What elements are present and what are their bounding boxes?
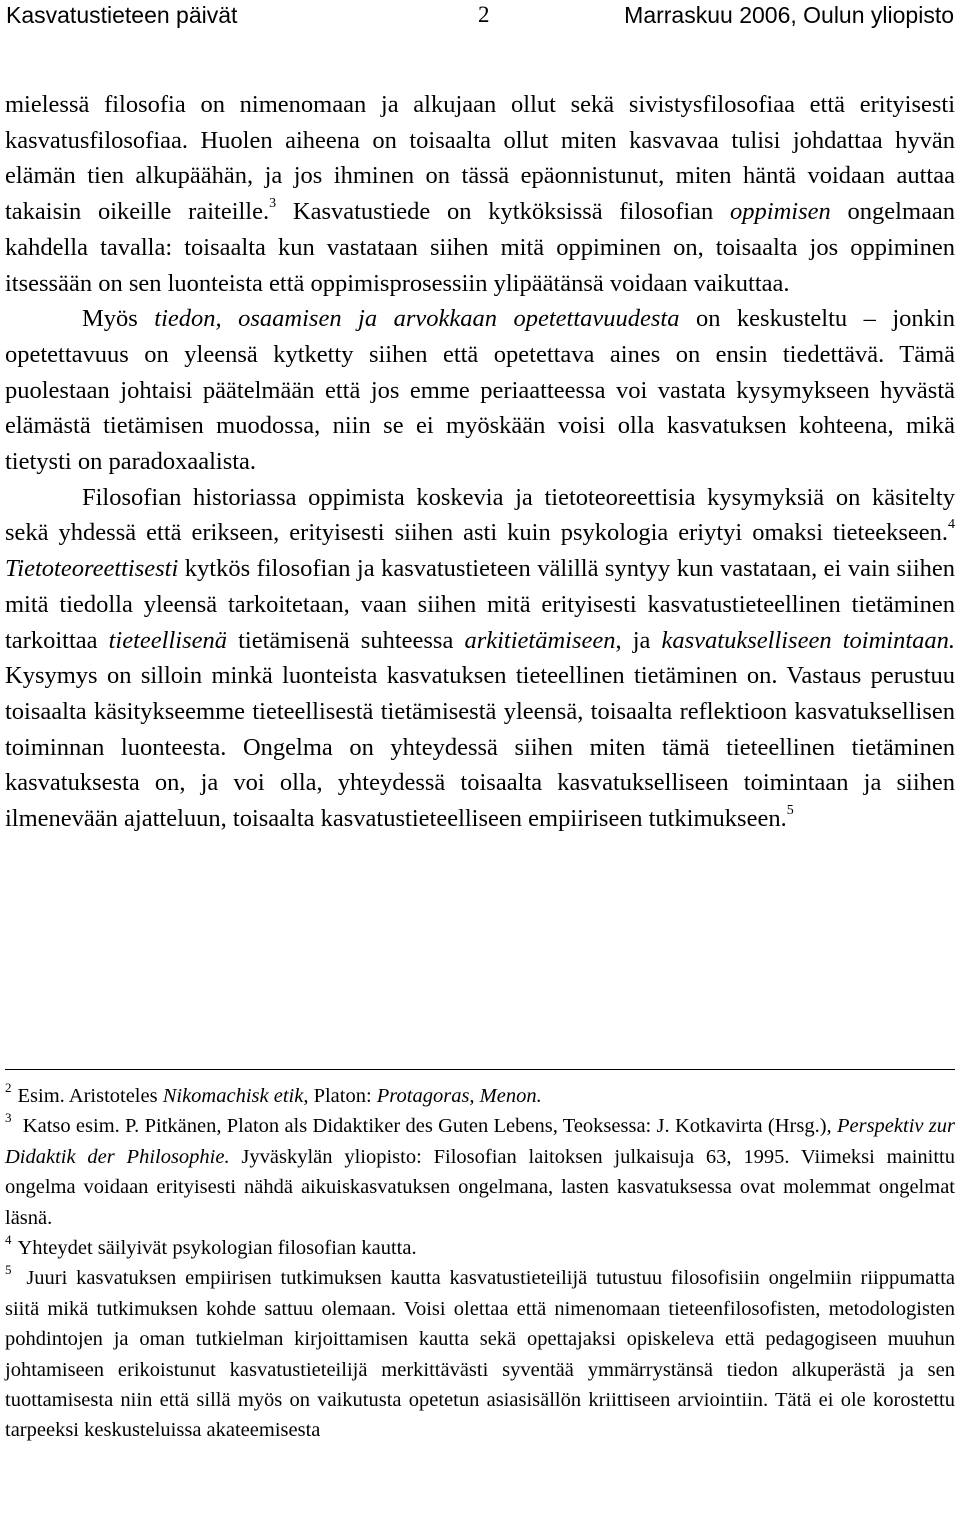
footnote-number: 2	[5, 1080, 12, 1095]
footnote-3	[5, 1111, 955, 1233]
text-run: Jyväskylän yliopisto: Filosofian laitoksen julkaisuja 63, 1995. Viimeksi mainittu ongelma voidaan erityisesti nähdä aikuiskasvatuksen ongelmana, lasten kasvatuksessa ovat molemmat ongelmat läsnä.	[5, 1145, 955, 1229]
emphasis: kasvatukselliseen toimintaan.	[661, 626, 955, 654]
text-run: tietämisenä suhteessa	[227, 626, 465, 654]
body-text	[5, 87, 955, 837]
paragraph-1	[5, 87, 955, 301]
text-run: Myös	[82, 305, 155, 333]
footnote-separator	[5, 1069, 955, 1070]
header-date-place: Marraskuu 2006, Oulun yliopisto	[624, 2, 954, 28]
footnote-number: 4	[5, 1232, 12, 1248]
text-run: Kasvatustiede on kytköksissä filosofian	[276, 198, 731, 226]
text-run: ongelmaan kahdella tavalla: toisaalta kun vastataan siihen mitä oppiminen on, toisaalta jos oppiminen itsessään on sen luonteista että oppimisprosessiin ylipäätänsä voidaan vaikuttaa.	[5, 198, 956, 297]
page-header	[6, 0, 954, 30]
text-run: Filosofian historiassa oppimista koskevia ja tietoteoreettisia kysymyksiä on käsitelty sekä yhdessä että erikseen, erityisesti siihen asti kuin psykologia eriytyi omaksi tieteekseen.	[5, 483, 955, 547]
emphasis: Protagoras, Menon.	[376, 1085, 542, 1107]
paragraph-3	[5, 480, 955, 837]
footnote-2	[5, 1081, 955, 1111]
footnote-number: 5	[5, 1262, 12, 1278]
header-conference: Kasvatustieteen päivät	[6, 2, 238, 28]
page-number: 2	[478, 2, 490, 27]
text-run: kytkös filosofian ja kasvatustieteen välillä syntyy kun vastataan, ei vain siihen mitä tiedolla yleensä tarkoitetaan, vaan siihen mitä erityisesti kasvatustieteellinen tietäminen tarkoittaa	[5, 555, 955, 654]
text-run: on keskusteltu – jonkin opetettavuus on yleensä kytketty siihen että opetettava aines on ensin tiedettävä. Tämä puolestaan johtaisi päätelmään että jos emme periaatteessa voi vastata kysymykseen hyvästä elämästä tietämisen muodossa, niin se ei myöskään voisi olla kasvatuksen kohteena, mikä tietysti on paradoxaalista.	[5, 305, 955, 476]
text-run: Yhteydet säilyivät psykologian filosofian kautta.	[17, 1237, 417, 1260]
text-run: , ja	[615, 626, 662, 654]
emphasis: arkitietämiseen	[464, 626, 616, 654]
footnotes	[5, 1081, 955, 1446]
footnote-5	[5, 1263, 955, 1445]
emphasis: tieteellisenä	[108, 626, 227, 654]
emphasis: tiedon, osaamisen ja arvokkaan opetettavuudesta	[154, 305, 680, 333]
footnote-number: 3	[5, 1110, 12, 1126]
text-run: Juuri kasvatuksen empiirisen tutkimuksen kautta kasvatustieteilijä tutustuu filosofisiin ongelmiin riippumatta siitä mikä tutkimuksen kohde sattuu olemaan. Voisi olettaa että nimenomaan tieteenfilosofisten, metodologisten pohdintojen ja oman tutkielman kirjoittamisen kautta sekä opettajaksi opiskeleva että pedagogiseen muuhun johtamiseen erikoistunut kasvatustieteilijä merkittävästi syventää ymmärrystänsä tiedon alkuperästä ja sen tuottamisesta niin että sillä myös on vaikutusta opetetun asiasisällön kriittiseen arviointiin. Tätä ei ole korostettu tarpeeksi keskusteluissa akateemisesta	[5, 1267, 956, 1442]
paragraph-2	[5, 301, 955, 480]
emphasis: Nikomachisk etik	[162, 1085, 304, 1107]
text-run: Esim. Aristoteles	[17, 1085, 163, 1107]
text-run: mielessä filosofia on nimenomaan ja alkujaan ollut sekä sivistysfilosofiaa että erityisesti kasvatusfilosofiaa. Huolen aiheena on toisaalta ollut miten kasvavaa tulisi johdattaa hyvän elämän tien alkupäähän, ja jos ihminen on tässä epäonnistunut, miten häntä voidaan auttaa takaisin oikeille raiteille.	[5, 91, 955, 226]
footnote-ref-4: 4	[948, 517, 955, 533]
text-run: Kysymys on silloin minkä luonteista kasvatuksen tieteellinen tietäminen on. Vastaus perustuu toisaalta käsitykseemme tieteellisestä tietämisestä yleensä, toisaalta reflektioon kasvatuksellisen toiminnan luonteesta. Ongelma on yhteydessä siihen miten tämä tieteellinen tietäminen kasvatuksesta on, ja voi olla, yhteydessä toisaalta kasvatukselliseen toimintaan ja siihen ilmenevään ajatteluun, toisaalta kasvatustieteelliseen empiiriseen tutkimukseen.	[5, 662, 955, 833]
text-run: Katso esim. P. Pitkänen, Platon als Didaktiker des Guten Lebens, Teoksessa: J. Kotkavirta (Hrsg.),	[22, 1115, 837, 1138]
emphasis: Perspektiv zur Didaktik der Philosophie.	[5, 1115, 955, 1168]
footnote-ref-3: 3	[269, 196, 277, 212]
footnote-4	[5, 1233, 955, 1263]
emphasis: Tietoteoreettisesti	[5, 555, 179, 583]
emphasis: oppimisen	[730, 198, 831, 226]
footnote-ref-5: 5	[786, 803, 794, 819]
text-run: , Platon:	[303, 1085, 377, 1107]
